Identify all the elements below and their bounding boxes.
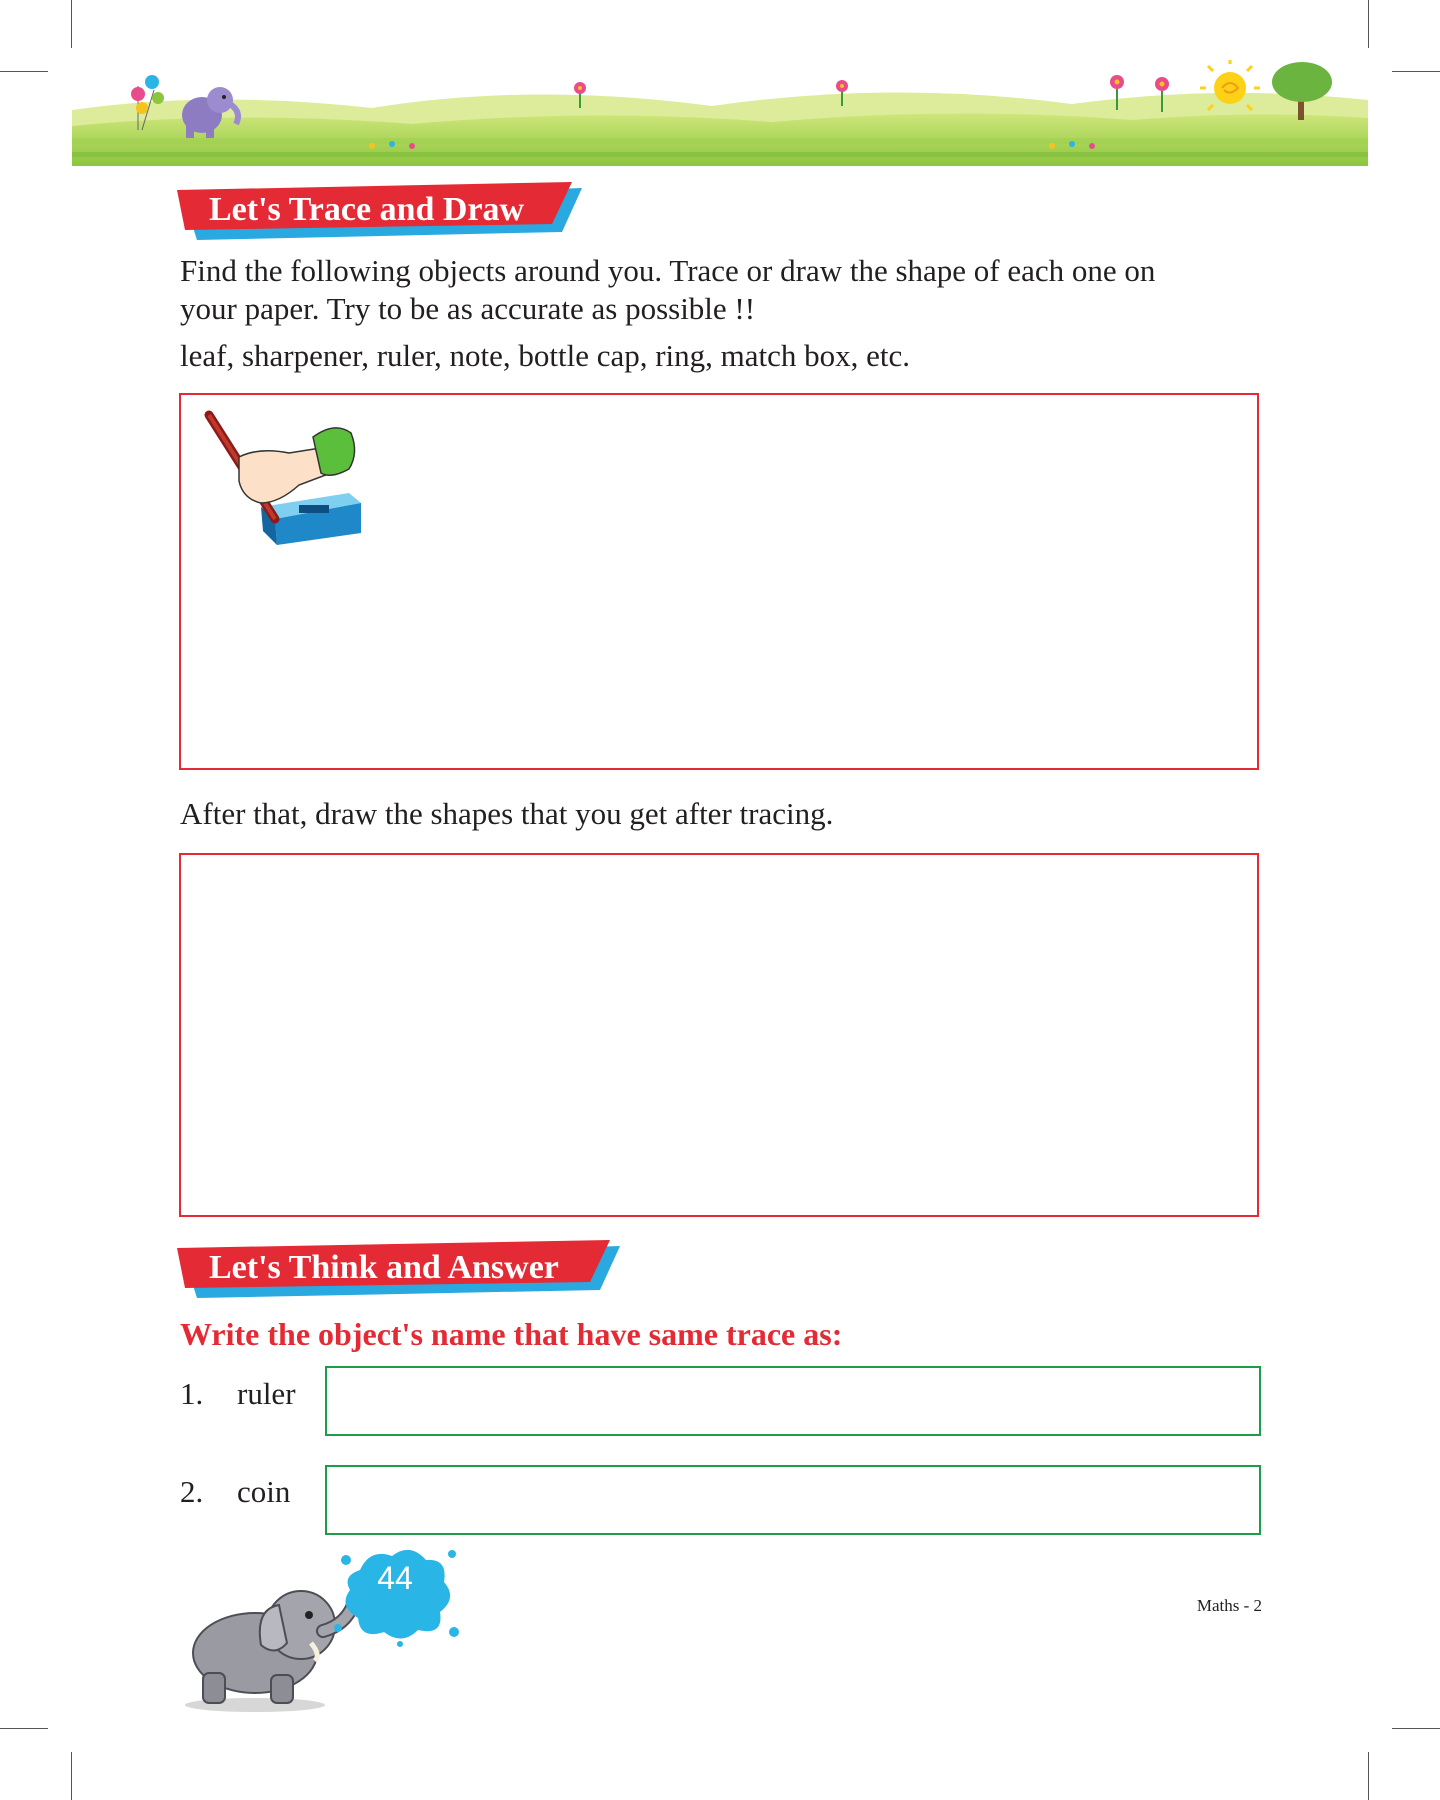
section-title: Let's Trace and Draw [209, 191, 525, 228]
shapes-drawing-area[interactable] [179, 853, 1259, 1217]
crop-mark [1392, 1728, 1440, 1729]
crop-mark [71, 0, 72, 48]
question-word: coin [237, 1474, 291, 1509]
footer-subject: Maths - 2 [1196, 1596, 1262, 1615]
question-word: ruler [237, 1376, 296, 1411]
trace-drawing-area[interactable] [179, 393, 1259, 770]
question-heading: Write the object's name that have same trace as: [180, 1316, 843, 1352]
crop-mark [71, 1752, 72, 1800]
question-number: 2. [180, 1474, 204, 1509]
instruction-line-2: your paper. Try to be as accurate as possible !! [180, 291, 756, 326]
instruction-line-1: Find the following objects around you. Trace or draw the shape of each one on [180, 253, 1156, 288]
crop-mark [1368, 1752, 1369, 1800]
crop-mark [0, 71, 48, 72]
after-tracing-instruction: After that, draw the shapes that you get after tracing. [180, 796, 834, 831]
objects-list: leaf, sharpener, ruler, note, bottle cap, ring, match box, etc. [180, 338, 911, 373]
answer-field-coin[interactable] [325, 1465, 1261, 1535]
section-title: Let's Think and Answer [209, 1249, 559, 1286]
answer-field-ruler[interactable] [325, 1366, 1261, 1436]
question-number: 1. [180, 1376, 204, 1411]
page-number: 44 [377, 1560, 413, 1596]
crop-mark [0, 1728, 48, 1729]
hand-tracing-sharpener-icon [199, 407, 369, 557]
section-tag-trace-draw [177, 182, 582, 240]
crop-mark [1392, 71, 1440, 72]
meadow-banner [72, 60, 1368, 166]
section-tag-think-answer [177, 1240, 620, 1298]
crop-mark [1368, 0, 1369, 48]
